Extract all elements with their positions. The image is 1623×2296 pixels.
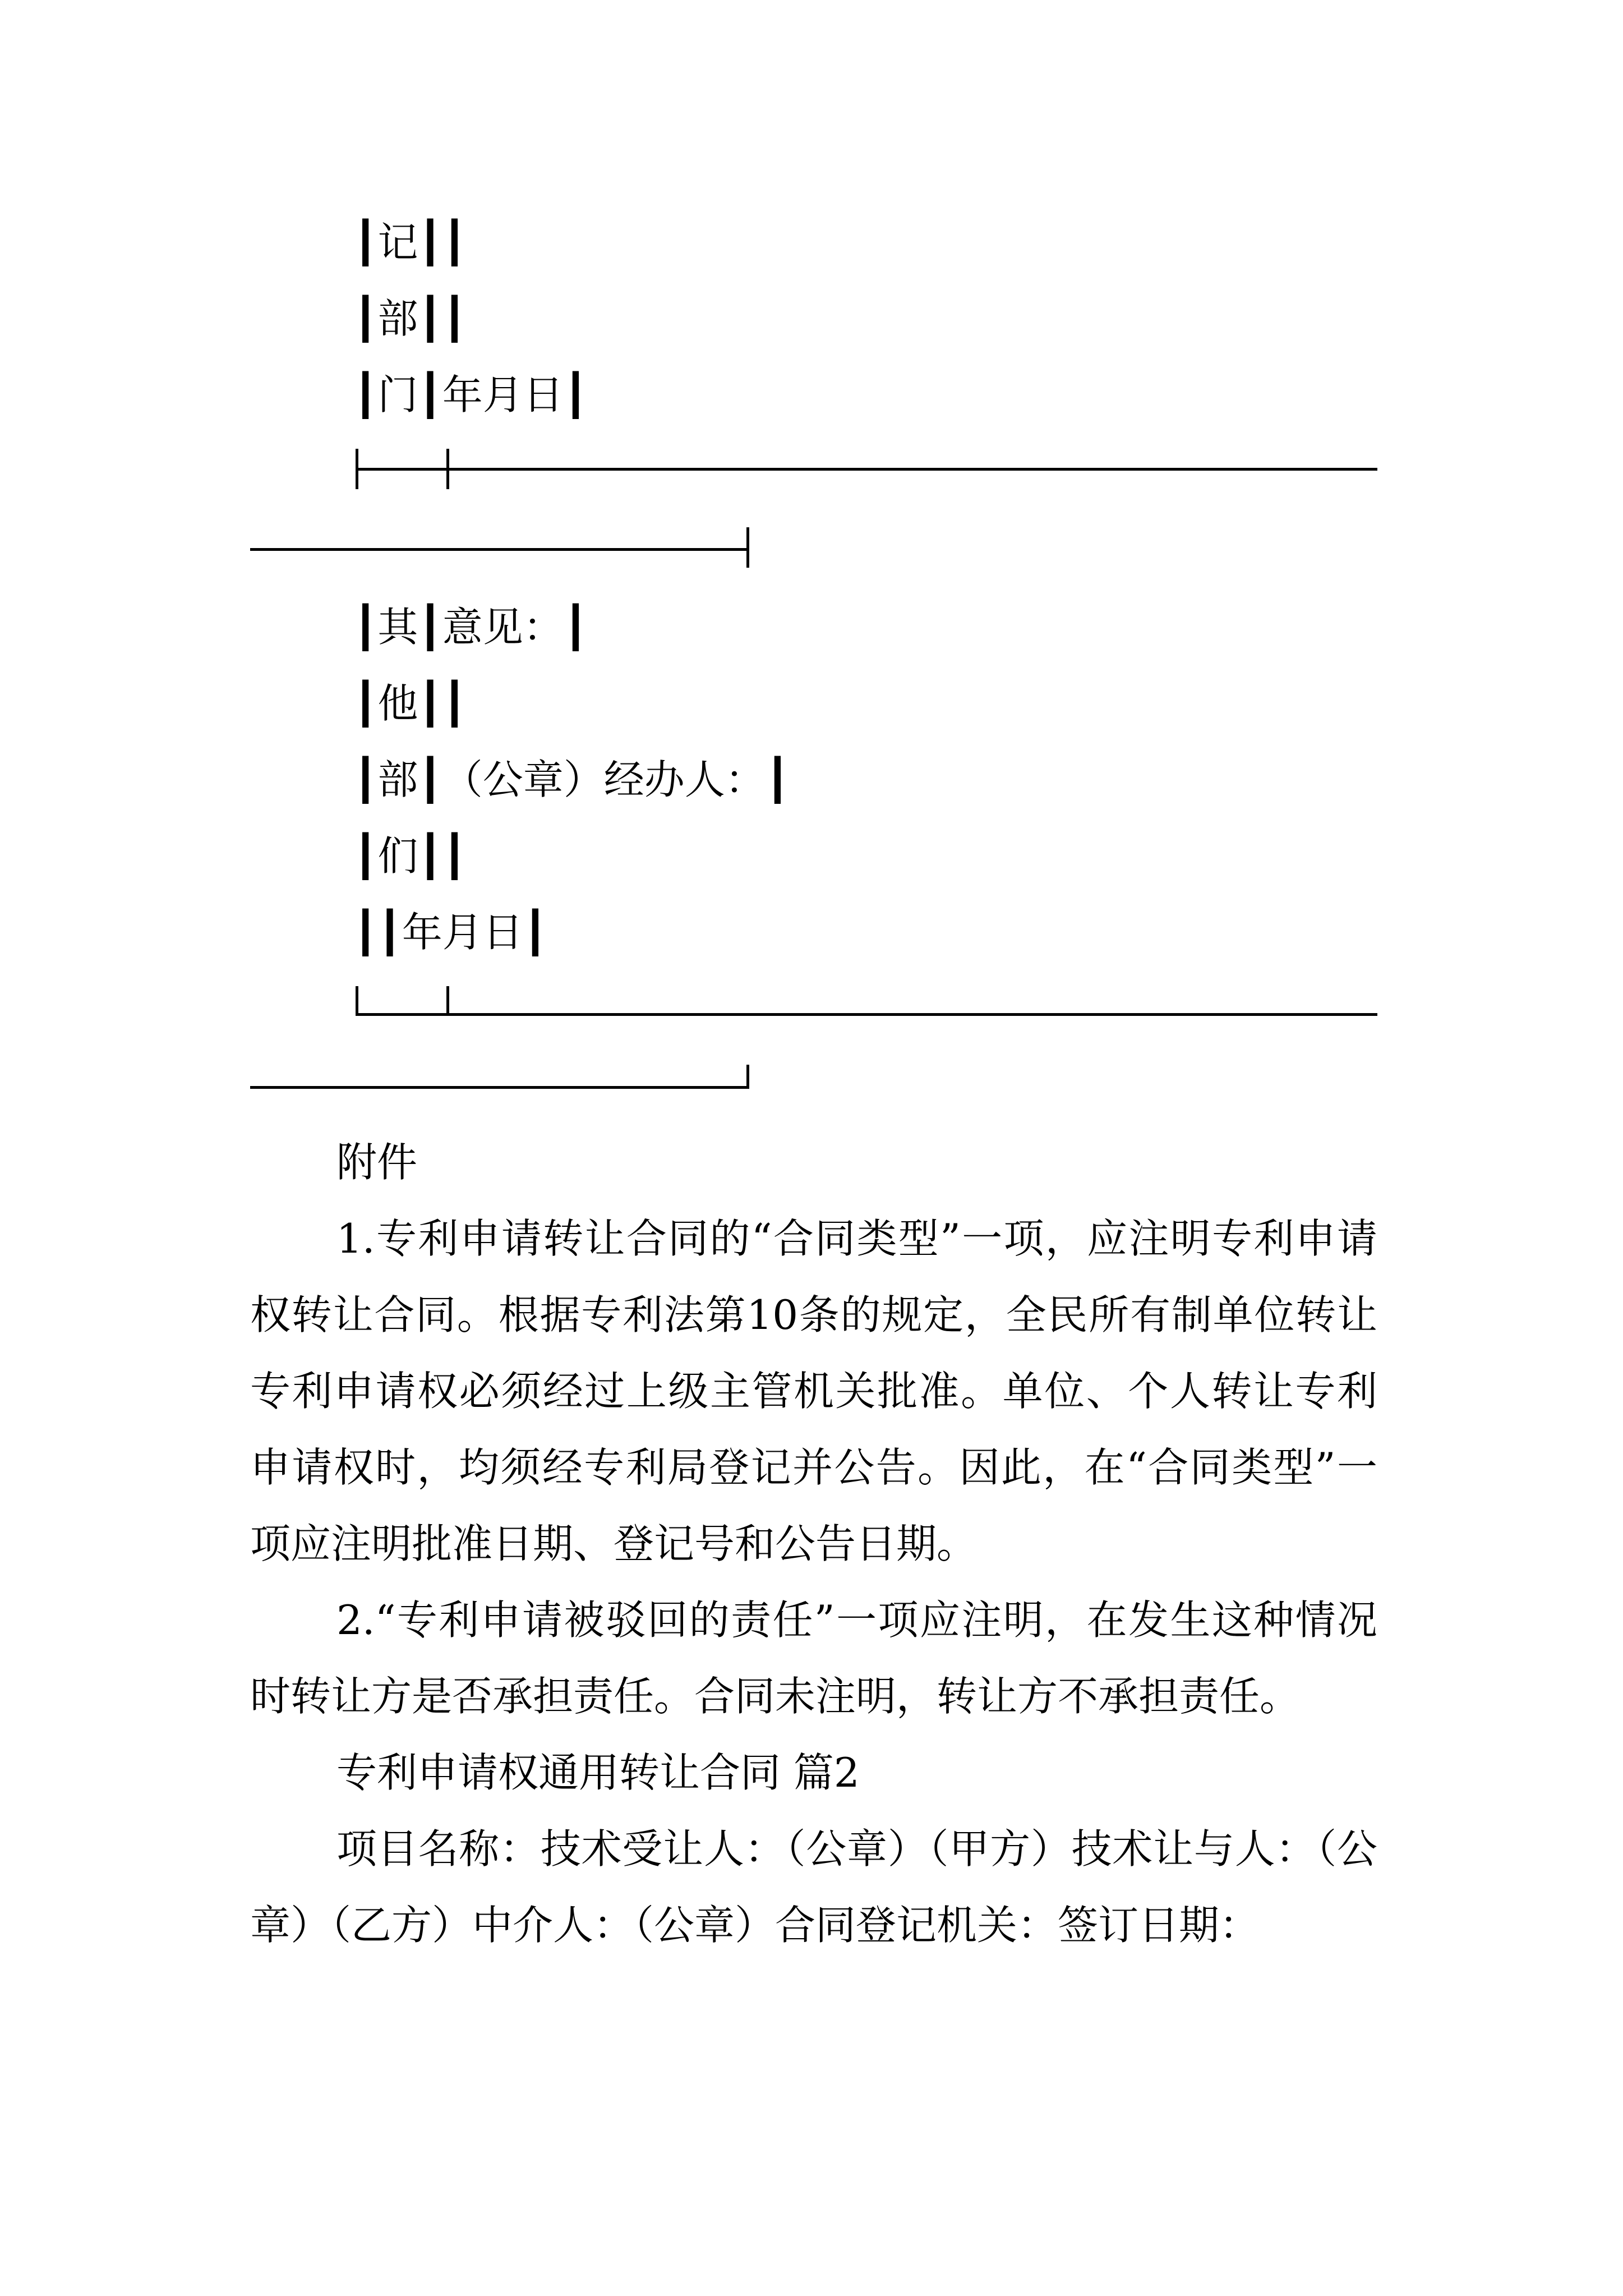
paragraph-attachment-heading: 附件 [336, 1139, 418, 1186]
table-row-bu2: ┃部┃（公章）经办人：┃ [353, 756, 790, 803]
bottom-left-tick [356, 986, 358, 1015]
separator-rule-line2 [250, 548, 749, 551]
body-text [250, 1124, 1377, 1963]
paragraph-note-2: 2.“专利申请被驳回的责任”一项应注明，在发生这种情况时转让方是否承担责任。合同未注明，转让方不承担责任。 [250, 1596, 1377, 1720]
table-row-ta: ┃他┃┃ [353, 680, 467, 727]
bottom-cross-tick [446, 986, 449, 1015]
separator-rule-line1 [356, 468, 1377, 471]
separator-right-tick [746, 527, 749, 568]
paragraph-section-title: 专利申请权通用转让合同 篇2 [336, 1749, 860, 1796]
table-row-qi: ┃其┃意见：┃ [353, 604, 588, 651]
bottom-rule-line2 [250, 1086, 749, 1089]
bottom-rule-line1 [356, 1013, 1377, 1016]
table-row-men: ┃门┃年月日┃ [353, 371, 588, 418]
table-row-men2: ┃们┃┃ [353, 832, 467, 880]
paragraph-project-info: 项目名称：技术受让人：（公章）（甲方）技术让与人：（公章）（乙方）中介人：（公章）合同登记机关：签订日期： [250, 1825, 1377, 1949]
paragraph-note-1: 1.专利申请转让合同的“合同类型”一项，应注明专利申请权转让合同。根据专利法第10条的规定，全民所有制单位转让专利申请权必须经过上级主管机关批准。单位、个人转让专利申请权时，均须经专利局登记并公告。因此，在“合同类型”一项应注明批准日期、登记号和公告日期。 [250, 1215, 1377, 1567]
table-row-date: ┃┃年月日┃ [353, 909, 548, 956]
table-row-ji: ┃记┃┃ [353, 219, 467, 266]
table-row-bu: ┃部┃┃ [353, 295, 467, 342]
bottom-right-tick [746, 1065, 749, 1089]
